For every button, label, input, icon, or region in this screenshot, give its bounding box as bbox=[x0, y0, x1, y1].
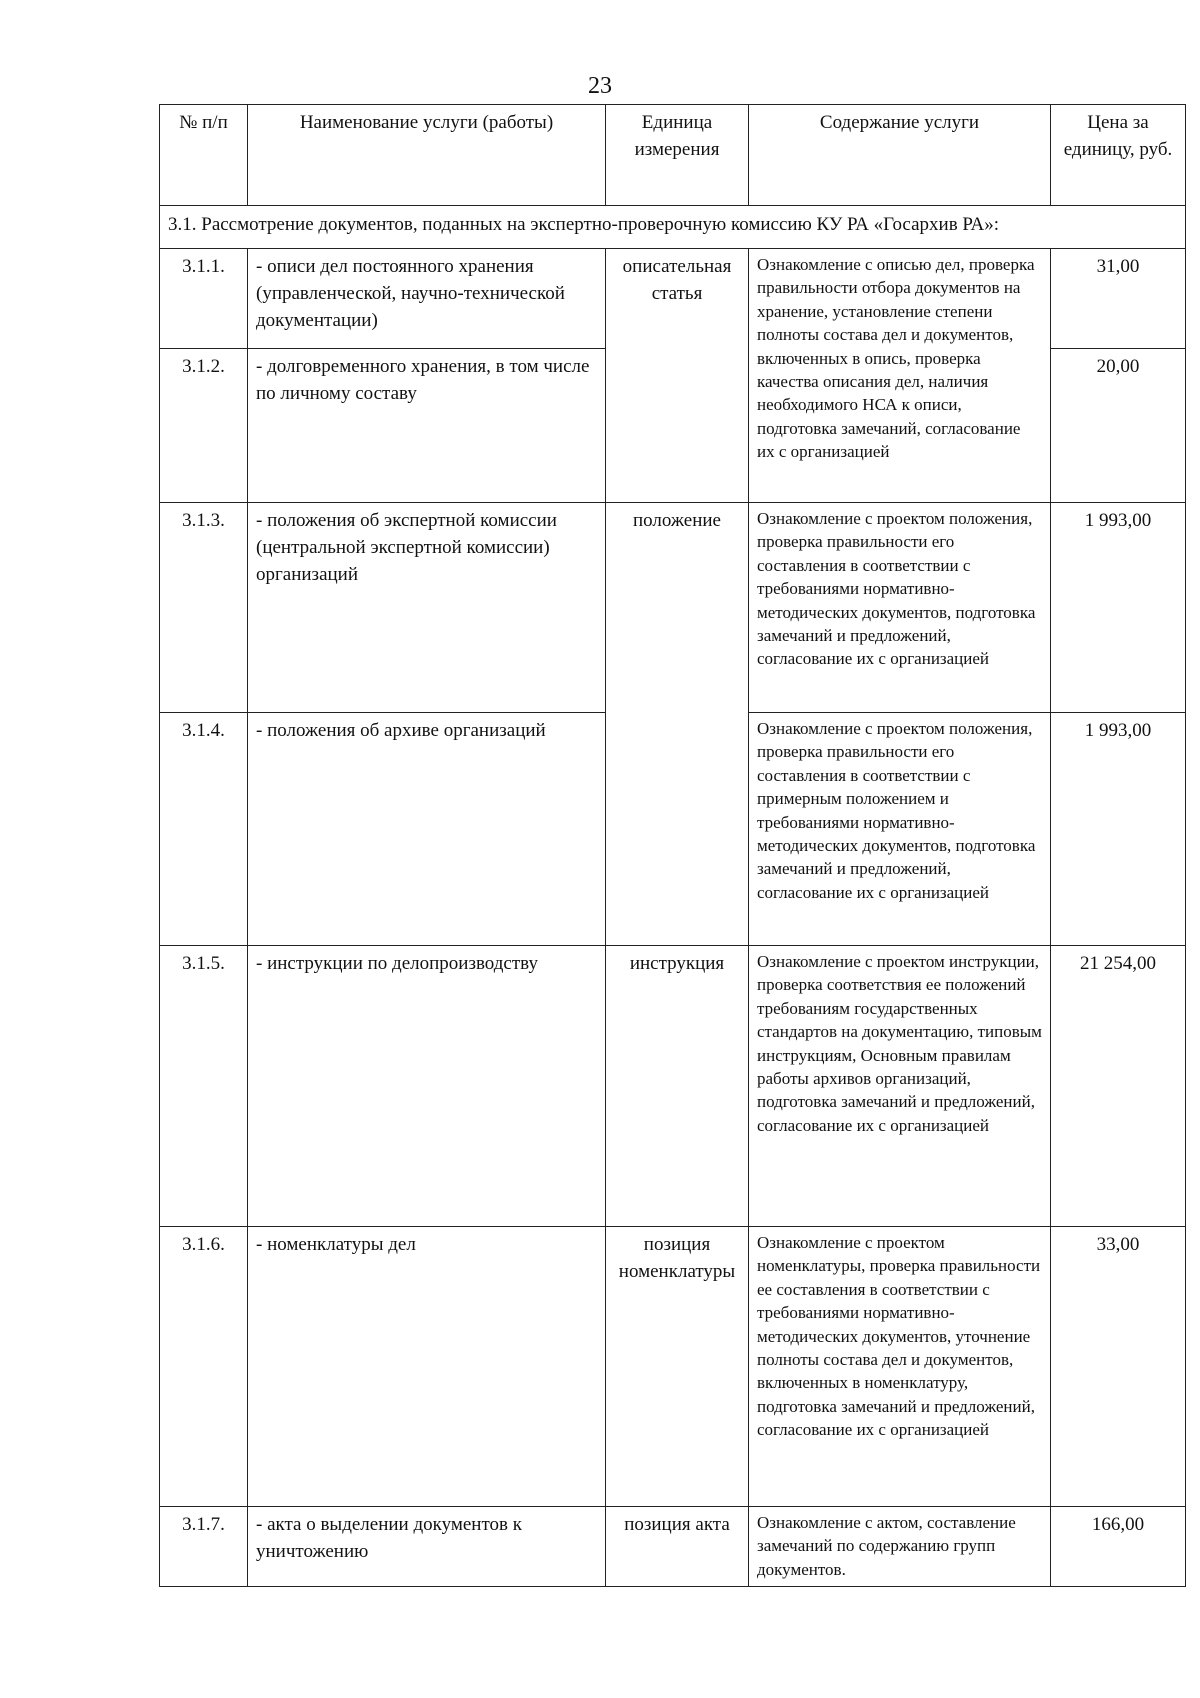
table-header-row bbox=[160, 105, 1186, 206]
row-unit: позиция акта bbox=[606, 1507, 749, 1587]
row-price: 21 254,00 bbox=[1051, 946, 1186, 1227]
row-service-name: - номенклатуры дел bbox=[248, 1227, 606, 1507]
row-content: Ознакомление с проектом инструкции, проверка соответствия ее положений требованиям государственных стандартов на документацию, типовым инструкциям, Основным правилам работы архивов организаций, подготовка замечаний и предложений, согласование их с организацией bbox=[749, 946, 1051, 1227]
row-unit: инструкция bbox=[606, 946, 749, 1227]
row-service-name: - описи дел постоянного хранения (управленческой, научно-технической документации) bbox=[248, 249, 606, 349]
header-unit: Единица измерения bbox=[606, 105, 749, 206]
row-unit: позиция номенклатуры bbox=[606, 1227, 749, 1507]
row-service-name: - долговременного хранения, в том числе по личному составу bbox=[248, 349, 606, 503]
row-price: 33,00 bbox=[1051, 1227, 1186, 1507]
row-content: Ознакомление с актом, составление замечаний по содержанию групп документов. bbox=[749, 1507, 1051, 1587]
table-row bbox=[160, 946, 1186, 1227]
page-number: 23 bbox=[588, 73, 612, 99]
row-number: 3.1.7. bbox=[160, 1507, 248, 1587]
row-unit: положение bbox=[606, 503, 749, 946]
price-table bbox=[159, 104, 1186, 1587]
row-content: Ознакомление с описью дел, проверка правильности отбора документов на хранение, установление степени полноты состава дел и документов, включенных в опись, проверка качества описания дел, наличия необходимого НСА к описи, подготовка замечаний, согласование их с организацией bbox=[749, 249, 1051, 503]
row-price: 20,00 bbox=[1051, 349, 1186, 503]
header-number: № п/п bbox=[160, 105, 248, 206]
row-number: 3.1.1. bbox=[160, 249, 248, 349]
row-price: 31,00 bbox=[1051, 249, 1186, 349]
row-number: 3.1.5. bbox=[160, 946, 248, 1227]
table-row bbox=[160, 1507, 1186, 1587]
header-service-name: Наименование услуги (работы) bbox=[248, 105, 606, 206]
row-price: 1 993,00 bbox=[1051, 713, 1186, 946]
row-service-name: - инструкции по делопроизводству bbox=[248, 946, 606, 1227]
row-service-name: - положения об экспертной комиссии (центральной экспертной комиссии) организаций bbox=[248, 503, 606, 713]
row-number: 3.1.6. bbox=[160, 1227, 248, 1507]
table-row bbox=[160, 503, 1186, 713]
header-price: Цена за единицу, руб. bbox=[1051, 105, 1186, 206]
row-content: Ознакомление с проектом номенклатуры, проверка правильности ее составления в соответствии с требованиями нормативно-методических документов, уточнение полноты состава дел и документов, включенных в номенклатуру, подготовка замечаний и предложений, согласование их с организацией bbox=[749, 1227, 1051, 1507]
row-price: 166,00 bbox=[1051, 1507, 1186, 1587]
row-number: 3.1.4. bbox=[160, 713, 248, 946]
row-content: Ознакомление с проектом положения, проверка правильности его составления в соответствии с требованиями нормативно-методических документов, подготовка замечаний и предложений, согласование их с организацией bbox=[749, 503, 1051, 713]
table-row bbox=[160, 1227, 1186, 1507]
row-unit: описательная статья bbox=[606, 249, 749, 503]
row-service-name: - положения об архиве организаций bbox=[248, 713, 606, 946]
section-title: 3.1. Рассмотрение документов, поданных на экспертно-проверочную комиссию КУ РА «Госархив РА»: bbox=[160, 206, 1186, 249]
row-number: 3.1.3. bbox=[160, 503, 248, 713]
header-content: Содержание услуги bbox=[749, 105, 1051, 206]
row-number: 3.1.2. bbox=[160, 349, 248, 503]
table-row bbox=[160, 249, 1186, 349]
section-row bbox=[160, 206, 1186, 249]
row-service-name: - акта о выделении документов к уничтожению bbox=[248, 1507, 606, 1587]
row-content: Ознакомление с проектом положения, проверка правильности его составления в соответствии с примерным положением и требованиями нормативно-методических документов, подготовка замечаний и предложений, согласование их с организацией bbox=[749, 713, 1051, 946]
row-price: 1 993,00 bbox=[1051, 503, 1186, 713]
